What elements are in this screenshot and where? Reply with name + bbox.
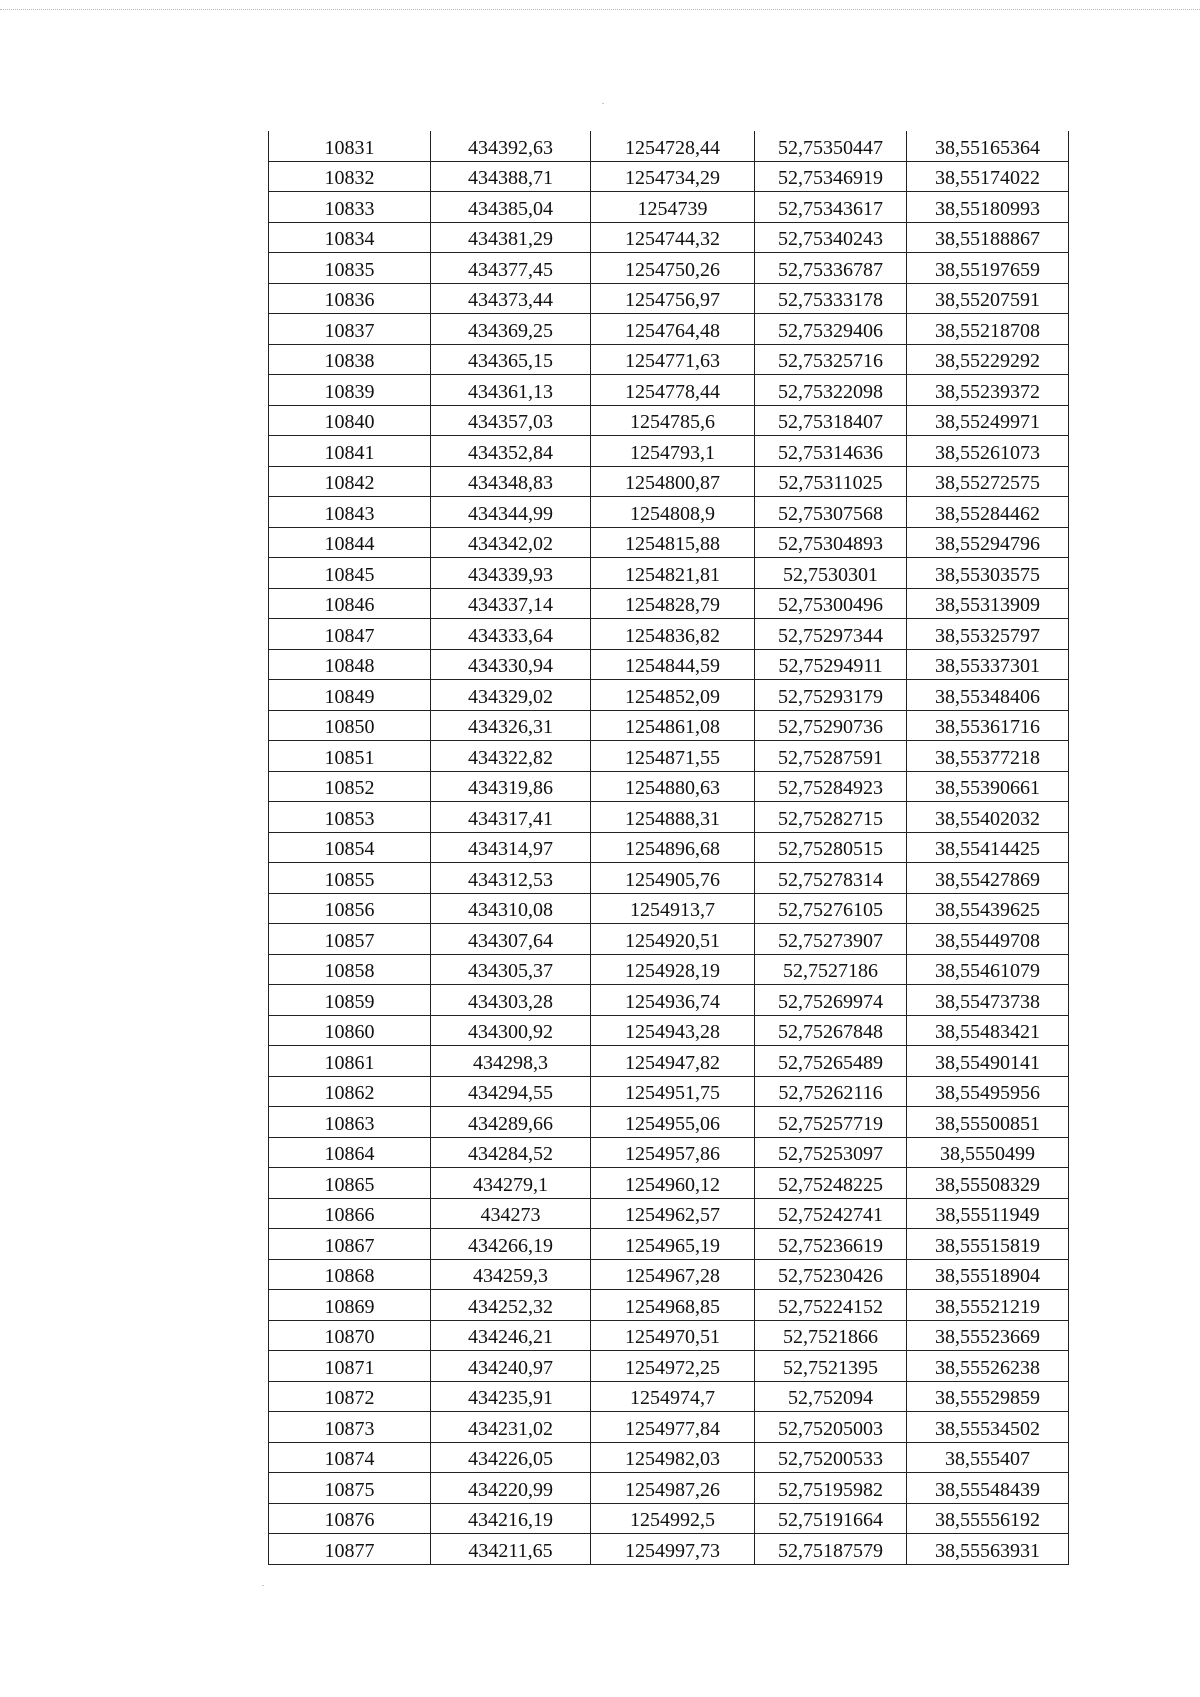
point-number-cell: 10833: [269, 192, 431, 223]
latitude-cell: 52,75284923: [755, 771, 907, 802]
y-coordinate-cell: 1254793,1: [591, 436, 755, 467]
x-coordinate-cell: 434220,99: [431, 1473, 591, 1504]
y-coordinate-cell: 1254913,7: [591, 893, 755, 924]
point-number-cell: 10860: [269, 1015, 431, 1046]
x-coordinate-cell: 434259,3: [431, 1259, 591, 1290]
point-number-cell: 10866: [269, 1198, 431, 1229]
longitude-cell: 38,55249971: [907, 405, 1069, 436]
latitude-cell: 52,75307568: [755, 497, 907, 528]
table-row: [269, 802, 1069, 833]
latitude-cell: 52,75242741: [755, 1198, 907, 1229]
y-coordinate-cell: 1254974,7: [591, 1381, 755, 1412]
point-number-cell: 10835: [269, 253, 431, 284]
latitude-cell: 52,75278314: [755, 863, 907, 894]
latitude-cell: 52,7527186: [755, 954, 907, 985]
x-coordinate-cell: 434385,04: [431, 192, 591, 223]
table-row: [269, 1259, 1069, 1290]
point-number-cell: 10848: [269, 649, 431, 680]
longitude-cell: 38,55515819: [907, 1229, 1069, 1260]
table-row: [269, 741, 1069, 772]
latitude-cell: 52,75191664: [755, 1503, 907, 1534]
point-number-cell: 10876: [269, 1503, 431, 1534]
point-number-cell: 10841: [269, 436, 431, 467]
table-row: [269, 924, 1069, 955]
latitude-cell: 52,75340243: [755, 222, 907, 253]
longitude-cell: 38,55526238: [907, 1351, 1069, 1382]
x-coordinate-cell: 434266,19: [431, 1229, 591, 1260]
table-row: [269, 405, 1069, 436]
x-coordinate-cell: 434329,02: [431, 680, 591, 711]
scan-speck: [262, 1585, 264, 1586]
longitude-cell: 38,55521219: [907, 1290, 1069, 1321]
x-coordinate-cell: 434252,32: [431, 1290, 591, 1321]
y-coordinate-cell: 1254992,5: [591, 1503, 755, 1534]
table-row: [269, 527, 1069, 558]
longitude-cell: 38,55337301: [907, 649, 1069, 680]
longitude-cell: 38,55188867: [907, 222, 1069, 253]
latitude-cell: 52,75236619: [755, 1229, 907, 1260]
x-coordinate-cell: 434235,91: [431, 1381, 591, 1412]
y-coordinate-cell: 1254951,75: [591, 1076, 755, 1107]
x-coordinate-cell: 434307,64: [431, 924, 591, 955]
latitude-cell: 52,75311025: [755, 466, 907, 497]
x-coordinate-cell: 434322,82: [431, 741, 591, 772]
coordinates-table-container: [268, 131, 1068, 1565]
y-coordinate-cell: 1254947,82: [591, 1046, 755, 1077]
table-row: [269, 771, 1069, 802]
point-number-cell: 10874: [269, 1442, 431, 1473]
x-coordinate-cell: 434273: [431, 1198, 591, 1229]
table-row: [269, 222, 1069, 253]
y-coordinate-cell: 1254808,9: [591, 497, 755, 528]
y-coordinate-cell: 1254852,09: [591, 680, 755, 711]
y-coordinate-cell: 1254957,86: [591, 1137, 755, 1168]
point-number-cell: 10844: [269, 527, 431, 558]
latitude-cell: 52,75273907: [755, 924, 907, 955]
point-number-cell: 10862: [269, 1076, 431, 1107]
latitude-cell: 52,75343617: [755, 192, 907, 223]
latitude-cell: 52,75325716: [755, 344, 907, 375]
longitude-cell: 38,55197659: [907, 253, 1069, 284]
table-row: [269, 1534, 1069, 1565]
y-coordinate-cell: 1254888,31: [591, 802, 755, 833]
point-number-cell: 10836: [269, 283, 431, 314]
y-coordinate-cell: 1254750,26: [591, 253, 755, 284]
latitude-cell: 52,75224152: [755, 1290, 907, 1321]
x-coordinate-cell: 434388,71: [431, 161, 591, 192]
latitude-cell: 52,75293179: [755, 680, 907, 711]
longitude-cell: 38,55461079: [907, 954, 1069, 985]
x-coordinate-cell: 434361,13: [431, 375, 591, 406]
table-row: [269, 649, 1069, 680]
x-coordinate-cell: 434377,45: [431, 253, 591, 284]
y-coordinate-cell: 1254844,59: [591, 649, 755, 680]
longitude-cell: 38,55390661: [907, 771, 1069, 802]
table-row: [269, 161, 1069, 192]
point-number-cell: 10865: [269, 1168, 431, 1199]
x-coordinate-cell: 434342,02: [431, 527, 591, 558]
latitude-cell: 52,7521395: [755, 1351, 907, 1382]
point-number-cell: 10845: [269, 558, 431, 589]
table-row: [269, 1473, 1069, 1504]
latitude-cell: 52,75282715: [755, 802, 907, 833]
y-coordinate-cell: 1254744,32: [591, 222, 755, 253]
table-row: [269, 832, 1069, 863]
y-coordinate-cell: 1254982,03: [591, 1442, 755, 1473]
longitude-cell: 38,55563931: [907, 1534, 1069, 1565]
longitude-cell: 38,55239372: [907, 375, 1069, 406]
longitude-cell: 38,55272575: [907, 466, 1069, 497]
table-row: [269, 680, 1069, 711]
point-number-cell: 10863: [269, 1107, 431, 1138]
latitude-cell: 52,75280515: [755, 832, 907, 863]
table-row: [269, 1351, 1069, 1382]
point-number-cell: 10839: [269, 375, 431, 406]
y-coordinate-cell: 1254778,44: [591, 375, 755, 406]
point-number-cell: 10847: [269, 619, 431, 650]
latitude-cell: 52,75350447: [755, 131, 907, 161]
table-row: [269, 1198, 1069, 1229]
table-row: [269, 1046, 1069, 1077]
y-coordinate-cell: 1254962,57: [591, 1198, 755, 1229]
x-coordinate-cell: 434279,1: [431, 1168, 591, 1199]
longitude-cell: 38,55325797: [907, 619, 1069, 650]
point-number-cell: 10853: [269, 802, 431, 833]
y-coordinate-cell: 1254936,74: [591, 985, 755, 1016]
x-coordinate-cell: 434352,84: [431, 436, 591, 467]
table-row: [269, 863, 1069, 894]
y-coordinate-cell: 1254871,55: [591, 741, 755, 772]
x-coordinate-cell: 434284,52: [431, 1137, 591, 1168]
table-row: [269, 954, 1069, 985]
x-coordinate-cell: 434357,03: [431, 405, 591, 436]
x-coordinate-cell: 434348,83: [431, 466, 591, 497]
table-row: [269, 985, 1069, 1016]
latitude-cell: 52,75205003: [755, 1412, 907, 1443]
x-coordinate-cell: 434231,02: [431, 1412, 591, 1443]
table-row: [269, 497, 1069, 528]
longitude-cell: 38,55361716: [907, 710, 1069, 741]
point-number-cell: 10864: [269, 1137, 431, 1168]
point-number-cell: 10842: [269, 466, 431, 497]
longitude-cell: 38,55534502: [907, 1412, 1069, 1443]
latitude-cell: 52,75336787: [755, 253, 907, 284]
latitude-cell: 52,75300496: [755, 588, 907, 619]
point-number-cell: 10840: [269, 405, 431, 436]
table-row: [269, 619, 1069, 650]
longitude-cell: 38,55207591: [907, 283, 1069, 314]
longitude-cell: 38,55313909: [907, 588, 1069, 619]
latitude-cell: 52,75267848: [755, 1015, 907, 1046]
latitude-cell: 52,75304893: [755, 527, 907, 558]
point-number-cell: 10868: [269, 1259, 431, 1290]
point-number-cell: 10861: [269, 1046, 431, 1077]
point-number-cell: 10872: [269, 1381, 431, 1412]
y-coordinate-cell: 1254997,73: [591, 1534, 755, 1565]
y-coordinate-cell: 1254785,6: [591, 405, 755, 436]
longitude-cell: 38,55548439: [907, 1473, 1069, 1504]
x-coordinate-cell: 434310,08: [431, 893, 591, 924]
y-coordinate-cell: 1254967,28: [591, 1259, 755, 1290]
latitude-cell: 52,75329406: [755, 314, 907, 345]
latitude-cell: 52,75253097: [755, 1137, 907, 1168]
x-coordinate-cell: 434303,28: [431, 985, 591, 1016]
point-number-cell: 10856: [269, 893, 431, 924]
latitude-cell: 52,75257719: [755, 1107, 907, 1138]
latitude-cell: 52,75297344: [755, 619, 907, 650]
y-coordinate-cell: 1254920,51: [591, 924, 755, 955]
longitude-cell: 38,55303575: [907, 558, 1069, 589]
longitude-cell: 38,5550499: [907, 1137, 1069, 1168]
y-coordinate-cell: 1254943,28: [591, 1015, 755, 1046]
table-row: [269, 1290, 1069, 1321]
point-number-cell: 10852: [269, 771, 431, 802]
coordinates-table: [268, 131, 1069, 1565]
longitude-cell: 38,55348406: [907, 680, 1069, 711]
table-row: [269, 710, 1069, 741]
point-number-cell: 10871: [269, 1351, 431, 1382]
longitude-cell: 38,55490141: [907, 1046, 1069, 1077]
y-coordinate-cell: 1254734,29: [591, 161, 755, 192]
scan-top-edge: [0, 9, 1200, 10]
table-row: [269, 893, 1069, 924]
point-number-cell: 10837: [269, 314, 431, 345]
longitude-cell: 38,55523669: [907, 1320, 1069, 1351]
longitude-cell: 38,55402032: [907, 802, 1069, 833]
latitude-cell: 52,75200533: [755, 1442, 907, 1473]
x-coordinate-cell: 434344,99: [431, 497, 591, 528]
longitude-cell: 38,55511949: [907, 1198, 1069, 1229]
latitude-cell: 52,75230426: [755, 1259, 907, 1290]
table-row: [269, 558, 1069, 589]
x-coordinate-cell: 434289,66: [431, 1107, 591, 1138]
point-number-cell: 10870: [269, 1320, 431, 1351]
latitude-cell: 52,75269974: [755, 985, 907, 1016]
latitude-cell: 52,75294911: [755, 649, 907, 680]
x-coordinate-cell: 434369,25: [431, 314, 591, 345]
table-row: [269, 1320, 1069, 1351]
x-coordinate-cell: 434312,53: [431, 863, 591, 894]
longitude-cell: 38,55414425: [907, 832, 1069, 863]
latitude-cell: 52,75333178: [755, 283, 907, 314]
latitude-cell: 52,75314636: [755, 436, 907, 467]
x-coordinate-cell: 434294,55: [431, 1076, 591, 1107]
x-coordinate-cell: 434226,05: [431, 1442, 591, 1473]
y-coordinate-cell: 1254815,88: [591, 527, 755, 558]
table-row: [269, 283, 1069, 314]
point-number-cell: 10854: [269, 832, 431, 863]
y-coordinate-cell: 1254965,19: [591, 1229, 755, 1260]
y-coordinate-cell: 1254739: [591, 192, 755, 223]
table-row: [269, 466, 1069, 497]
x-coordinate-cell: 434381,29: [431, 222, 591, 253]
longitude-cell: 38,55500851: [907, 1107, 1069, 1138]
longitude-cell: 38,555407: [907, 1442, 1069, 1473]
table-row: [269, 1381, 1069, 1412]
x-coordinate-cell: 434246,21: [431, 1320, 591, 1351]
x-coordinate-cell: 434319,86: [431, 771, 591, 802]
x-coordinate-cell: 434211,65: [431, 1534, 591, 1565]
table-row: [269, 344, 1069, 375]
longitude-cell: 38,55165364: [907, 131, 1069, 161]
y-coordinate-cell: 1254977,84: [591, 1412, 755, 1443]
x-coordinate-cell: 434339,93: [431, 558, 591, 589]
longitude-cell: 38,55473738: [907, 985, 1069, 1016]
longitude-cell: 38,55174022: [907, 161, 1069, 192]
y-coordinate-cell: 1254861,08: [591, 710, 755, 741]
y-coordinate-cell: 1254955,06: [591, 1107, 755, 1138]
point-number-cell: 10855: [269, 863, 431, 894]
x-coordinate-cell: 434326,31: [431, 710, 591, 741]
point-number-cell: 10867: [269, 1229, 431, 1260]
point-number-cell: 10832: [269, 161, 431, 192]
x-coordinate-cell: 434216,19: [431, 1503, 591, 1534]
coordinates-table-body: [269, 131, 1069, 1564]
latitude-cell: 52,75287591: [755, 741, 907, 772]
longitude-cell: 38,55529859: [907, 1381, 1069, 1412]
table-row: [269, 375, 1069, 406]
latitude-cell: 52,7530301: [755, 558, 907, 589]
latitude-cell: 52,7521866: [755, 1320, 907, 1351]
point-number-cell: 10849: [269, 680, 431, 711]
y-coordinate-cell: 1254764,48: [591, 314, 755, 345]
x-coordinate-cell: 434314,97: [431, 832, 591, 863]
x-coordinate-cell: 434300,92: [431, 1015, 591, 1046]
table-row: [269, 436, 1069, 467]
table-row: [269, 1015, 1069, 1046]
y-coordinate-cell: 1254756,97: [591, 283, 755, 314]
table-row: [269, 1442, 1069, 1473]
point-number-cell: 10875: [269, 1473, 431, 1504]
point-number-cell: 10846: [269, 588, 431, 619]
table-row: [269, 1107, 1069, 1138]
y-coordinate-cell: 1254896,68: [591, 832, 755, 863]
longitude-cell: 38,55294796: [907, 527, 1069, 558]
x-coordinate-cell: 434392,63: [431, 131, 591, 161]
latitude-cell: 52,75195982: [755, 1473, 907, 1504]
longitude-cell: 38,55556192: [907, 1503, 1069, 1534]
x-coordinate-cell: 434317,41: [431, 802, 591, 833]
scan-speck: [602, 103, 604, 104]
x-coordinate-cell: 434365,15: [431, 344, 591, 375]
x-coordinate-cell: 434337,14: [431, 588, 591, 619]
longitude-cell: 38,55377218: [907, 741, 1069, 772]
longitude-cell: 38,55180993: [907, 192, 1069, 223]
latitude-cell: 52,75346919: [755, 161, 907, 192]
latitude-cell: 52,75248225: [755, 1168, 907, 1199]
table-row: [269, 192, 1069, 223]
y-coordinate-cell: 1254828,79: [591, 588, 755, 619]
x-coordinate-cell: 434298,3: [431, 1046, 591, 1077]
y-coordinate-cell: 1254968,85: [591, 1290, 755, 1321]
y-coordinate-cell: 1254970,51: [591, 1320, 755, 1351]
latitude-cell: 52,75187579: [755, 1534, 907, 1565]
table-row: [269, 1168, 1069, 1199]
latitude-cell: 52,75265489: [755, 1046, 907, 1077]
longitude-cell: 38,55483421: [907, 1015, 1069, 1046]
point-number-cell: 10838: [269, 344, 431, 375]
point-number-cell: 10843: [269, 497, 431, 528]
table-row: [269, 1503, 1069, 1534]
longitude-cell: 38,55218708: [907, 314, 1069, 345]
y-coordinate-cell: 1254928,19: [591, 954, 755, 985]
point-number-cell: 10869: [269, 1290, 431, 1321]
point-number-cell: 10873: [269, 1412, 431, 1443]
latitude-cell: 52,75318407: [755, 405, 907, 436]
point-number-cell: 10834: [269, 222, 431, 253]
longitude-cell: 38,55284462: [907, 497, 1069, 528]
point-number-cell: 10850: [269, 710, 431, 741]
longitude-cell: 38,55449708: [907, 924, 1069, 955]
longitude-cell: 38,55261073: [907, 436, 1069, 467]
point-number-cell: 10877: [269, 1534, 431, 1565]
y-coordinate-cell: 1254836,82: [591, 619, 755, 650]
point-number-cell: 10831: [269, 131, 431, 161]
y-coordinate-cell: 1254880,63: [591, 771, 755, 802]
x-coordinate-cell: 434240,97: [431, 1351, 591, 1382]
longitude-cell: 38,55229292: [907, 344, 1069, 375]
longitude-cell: 38,55427869: [907, 863, 1069, 894]
table-row: [269, 1412, 1069, 1443]
x-coordinate-cell: 434330,94: [431, 649, 591, 680]
table-row: [269, 1229, 1069, 1260]
table-row: [269, 253, 1069, 284]
y-coordinate-cell: 1254821,81: [591, 558, 755, 589]
table-row: [269, 1137, 1069, 1168]
longitude-cell: 38,55508329: [907, 1168, 1069, 1199]
longitude-cell: 38,55495956: [907, 1076, 1069, 1107]
latitude-cell: 52,752094: [755, 1381, 907, 1412]
y-coordinate-cell: 1254960,12: [591, 1168, 755, 1199]
table-row: [269, 314, 1069, 345]
y-coordinate-cell: 1254987,26: [591, 1473, 755, 1504]
table-row: [269, 131, 1069, 161]
point-number-cell: 10851: [269, 741, 431, 772]
y-coordinate-cell: 1254905,76: [591, 863, 755, 894]
latitude-cell: 52,75262116: [755, 1076, 907, 1107]
latitude-cell: 52,75276105: [755, 893, 907, 924]
latitude-cell: 52,75322098: [755, 375, 907, 406]
x-coordinate-cell: 434333,64: [431, 619, 591, 650]
table-row: [269, 588, 1069, 619]
x-coordinate-cell: 434373,44: [431, 283, 591, 314]
x-coordinate-cell: 434305,37: [431, 954, 591, 985]
y-coordinate-cell: 1254771,63: [591, 344, 755, 375]
longitude-cell: 38,55518904: [907, 1259, 1069, 1290]
y-coordinate-cell: 1254728,44: [591, 131, 755, 161]
point-number-cell: 10857: [269, 924, 431, 955]
point-number-cell: 10858: [269, 954, 431, 985]
y-coordinate-cell: 1254800,87: [591, 466, 755, 497]
point-number-cell: 10859: [269, 985, 431, 1016]
longitude-cell: 38,55439625: [907, 893, 1069, 924]
latitude-cell: 52,75290736: [755, 710, 907, 741]
table-row: [269, 1076, 1069, 1107]
y-coordinate-cell: 1254972,25: [591, 1351, 755, 1382]
